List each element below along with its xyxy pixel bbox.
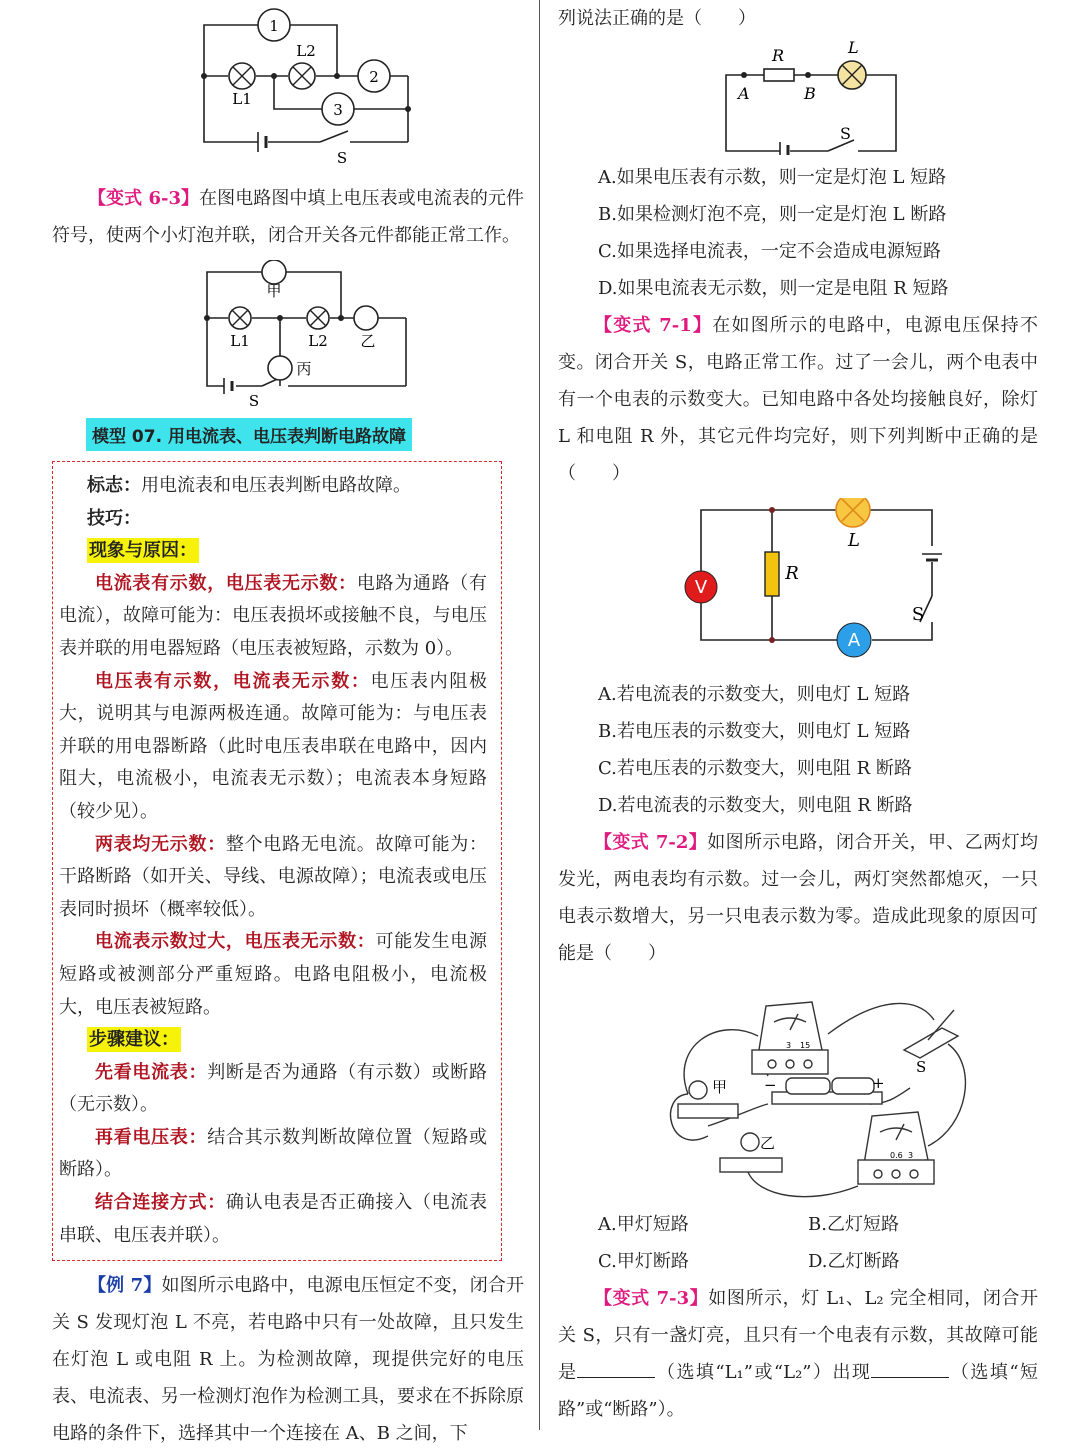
resistor-r-label: R [772,46,785,65]
ammeter-label: A [847,630,861,651]
step-3-head: 结合连接方式： [95,1192,226,1214]
option-c: C.如果选择电流表，一定不会造成电源短路 [598,241,941,262]
step-2-head: 再看电压表： [95,1126,208,1148]
switch-label: S [336,149,348,167]
circuit-figure-1 [52,0,524,172]
sign-label: 标志： [87,475,141,496]
variant-tag: 【变式 6-3】 [88,188,200,209]
option-b: B.乙灯短路 [808,1214,899,1235]
case-4 [59,926,487,1024]
battery-minus-label: − [764,1076,777,1094]
switch-s-label: S [916,1058,927,1076]
ammeter-tick-3: 3 [908,1151,914,1160]
phenomenon-label: 现象与原因： [89,540,197,562]
variant-6-3 [52,180,524,254]
point-b-label: B [804,84,816,103]
switch-label: S [248,392,260,410]
option-a: A.如果电压表有示数，则一定是灯泡 L 短路 [598,167,947,188]
variant-7-3 [558,1280,1038,1428]
case-2 [59,666,487,829]
step-3 [59,1187,487,1252]
tips-box [52,461,502,1261]
lamp-l1-label: L1 [232,90,252,108]
case-4-text: 可能发生电源短路或被测部分严重短路。电路电阻极小，电流极大，电压表被短路。 [59,931,487,1018]
circuit-figure-3 [558,37,1038,155]
option-row-1 [558,1206,1038,1243]
option-row-2 [558,1243,1038,1280]
case-2-text: 电压表内阻极大，说明其与电源两极连通。故障可能为：与电压表并联的用电器断路（此时电压表串联在电路中，因内阻大，电流极小，电流表无示数）；电流表本身短路（较少见）。 [59,670,487,822]
phenomenon-heading [59,535,487,568]
resistor-r-label: R [785,563,799,584]
case-3 [59,829,487,927]
variant-tag: 【变式 7-1】 [594,315,713,336]
variant-7-2-options [558,1206,1038,1280]
variant-text-1: 如图所示，灯 L₁、L₂ 完全相同，闭合开关 S，只有一盏灯亮，且只有一个电表有示数，其故障可能是 [558,1288,1038,1383]
lamp-l2-label: L2 [308,332,328,350]
ammeter-tick-0-6: 0.6 [890,1151,903,1160]
step-1-text: 判断是否为通路（有示数）或断路（无示数）。 [59,1061,488,1116]
lamp-yi-label: 乙 [760,1134,776,1152]
example-7-options [558,159,1038,307]
meter-jia-label: 甲 [266,282,282,300]
meter-2-label: 2 [369,68,379,86]
step-2-text: 结合其示数判断故障位置（短路或断路）。 [59,1126,488,1181]
voltmeter-tick-15: 15 [800,1041,811,1050]
answer-blank-1[interactable] [577,1361,655,1378]
point-a-label: A [738,84,750,103]
option-c: C.甲灯断路 [598,1251,689,1272]
step-3-text: 确认电表是否正确接入（电流表串联、电压表并联）。 [59,1192,488,1246]
meter-3-label: 3 [333,101,343,119]
voltmeter-label: V [694,577,708,598]
step-1 [59,1057,487,1122]
circuit-figure-2 [52,260,524,410]
meter-bing-label: 丙 [296,360,312,378]
lamp-l1-label: L1 [230,332,250,350]
circuit-figure-4 [558,498,1038,668]
sign-line [59,470,487,503]
right-column [558,0,1038,1428]
option-b: B.若电压表的示数变大，则电灯 L 短路 [598,721,911,742]
meter-1-label: 1 [269,17,279,35]
variant-text: 在如图所示的电路中，电源电压保持不变。闭合开关 S，电路正常工作。过了一会儿，两个电表中有一个电表的示数变大。已知电路中各处均接触良好，除灯 L 和电阻 R 外，其它元件均完好，则下列判断中正确的是（ ） [558,315,1039,484]
case-2-head: 电压表有示数，电流表无示数： [95,670,371,692]
model-07-title: 模型 07. 用电流表、电压表判断电路故障 [86,418,412,451]
lamp-l-label: L [848,38,859,57]
option-d: D.如果电流表无示数，则一定是电阻 R 短路 [598,278,949,299]
voltmeter-tick-3: 3 [786,1041,792,1050]
battery-plus-label: + [872,1074,885,1092]
switch-s-label: S [840,124,851,143]
variant-text-3: （选填“短路”或“断路”）。 [558,1362,1038,1420]
switch-s-label: S [911,604,925,625]
case-1-text: 电路为通路（有电流），故障可能为：电压表损坏或接触不良，与电压表并联的用电器短路（电压表被短路，示数为 0）。 [59,572,488,659]
case-1-head: 电流表有示数，电压表无示数： [95,572,357,594]
case-4-head: 电流表示数过大，电压表无示数： [95,931,376,953]
option-d: D.乙灯断路 [808,1251,900,1272]
option-a: A.甲灯短路 [598,1214,689,1235]
variant-tag: 【变式 7-3】 [594,1288,709,1309]
lamp-jia-label: 甲 [712,1078,728,1096]
variant-7-2 [558,824,1038,972]
example-tag: 【例 7】 [88,1275,162,1297]
option-d: D.若电流表的示数变大，则电阻 R 断路 [598,795,913,816]
lamp-l-label: L [848,530,860,551]
lamp-l2-label: L2 [296,42,316,60]
physical-circuit-figure [558,986,1038,1206]
meter-yi-label: 乙 [360,332,376,350]
column-divider [539,0,540,1430]
variant-7-1-options [558,676,1038,824]
variant-tag: 【变式 7-2】 [594,832,708,853]
skill-heading: 技巧： [87,507,141,529]
example-7 [52,1267,524,1452]
option-a: A.若电流表的示数变大，则电灯 L 短路 [598,684,911,705]
variant-text-2: （选填“L₁”或“L₂”）出现 [655,1362,872,1383]
example-text: 如图所示电路中，电源电压恒定不变，闭合开关 S 发现灯泡 L 不亮，若电路中只有一处故障，且只发生在灯泡 L 或电阻 R 上。为检测故障，现提供完好的电压表、电流表、另一检测灯泡作为检测工具，要求在不拆除原电路的条件下，选择其中一个连接在 A、B 之间，下 [52,1275,525,1445]
answer-blank-2[interactable] [871,1361,949,1378]
sign-text: 用电流表和电压表判断电路故障。 [141,475,411,496]
variant-7-1 [558,307,1038,492]
variant-text: 在图电路图中填上电压表或电流表的元件符号，使两个小灯泡并联，闭合开关各元件都能正常工作。 [52,188,524,246]
step-2 [59,1122,487,1187]
case-3-text: 整个电路无电流。故障可能为：干路断路（如开关、导线、电源故障）；电流表或电压表同时损坏（概率较低）。 [59,833,488,920]
option-b: B.如果检测灯泡不亮，则一定是灯泡 L 断路 [598,204,947,225]
variant-text: 如图所示电路，闭合开关，甲、乙两灯均发光，两电表均有示数。过一会儿，两灯突然都熄灭，一只电表示数增大，另一只电表示数为零。造成此现象的原因可能是（ ） [558,832,1038,964]
steps-heading [59,1024,487,1057]
step-1-head: 先看电流表： [95,1061,208,1083]
case-3-head: 两表均无示数： [95,833,226,855]
option-c: C.若电压表的示数变大，则电阻 R 断路 [598,758,912,779]
left-column [52,0,524,1452]
example-7-continued: 列说法正确的是（ ） [558,8,756,29]
case-1 [59,568,487,666]
steps-label: 步骤建议： [89,1029,179,1051]
